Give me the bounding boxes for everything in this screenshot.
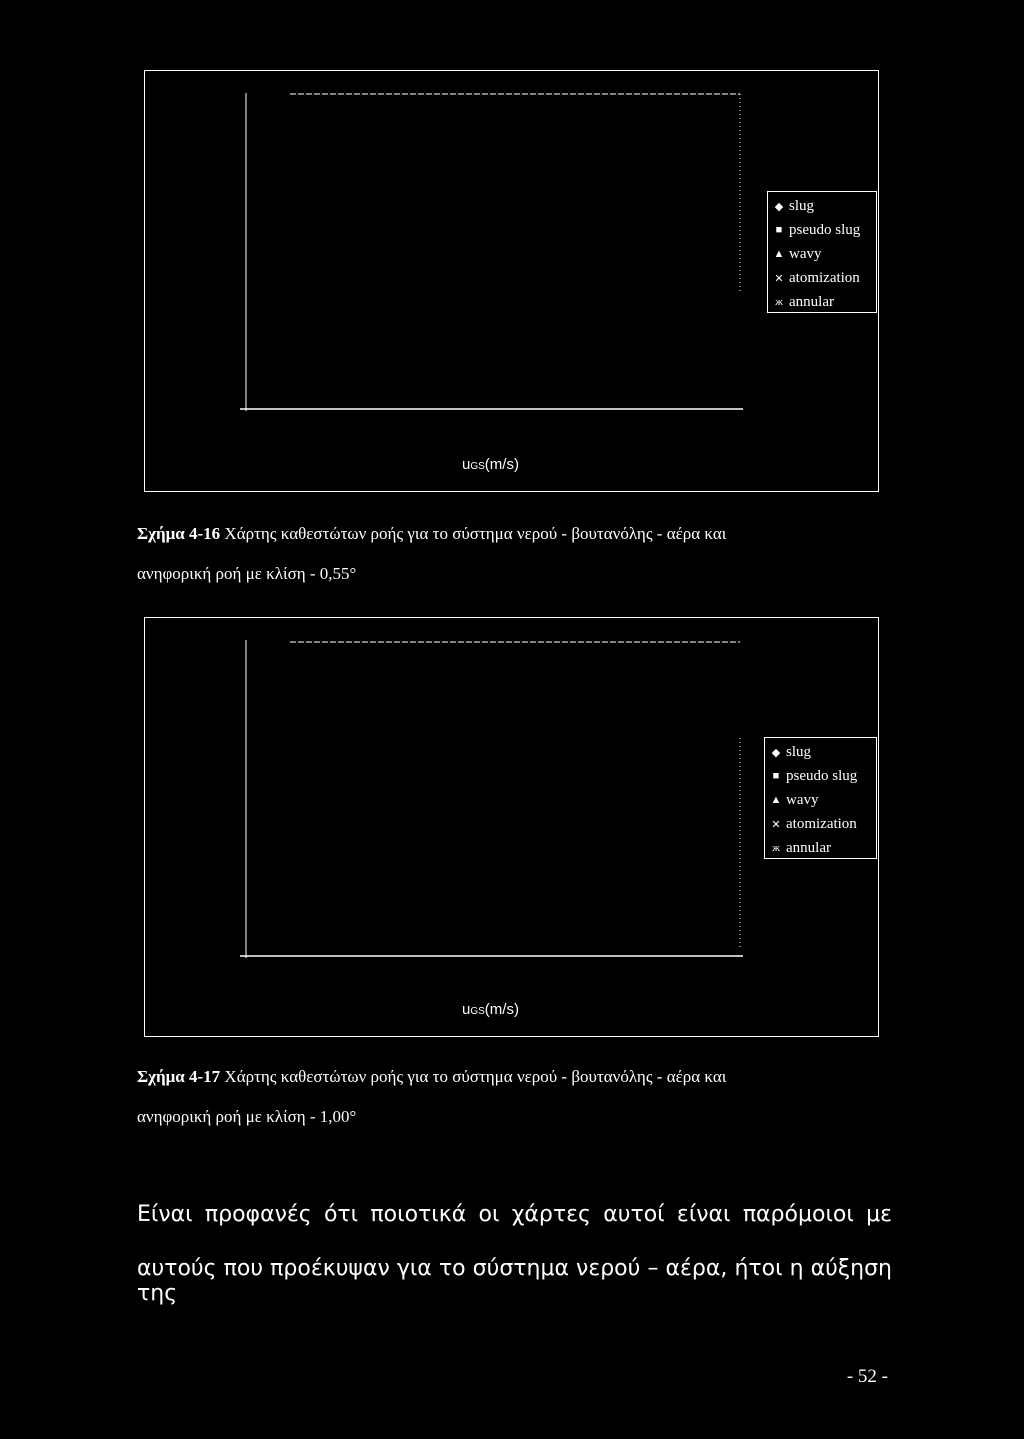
legend-item-slug: ◆ slug bbox=[772, 194, 876, 218]
legend-item-annular: ж annular bbox=[769, 836, 876, 860]
body-paragraph-line2: αυτούς που προέκυψαν για το σύστημα νερού – αέρα, ήτοι η αύξηση της bbox=[137, 1256, 892, 1306]
legend-item-pseudo-slug: ■ pseudo slug bbox=[769, 764, 876, 788]
diamond-icon: ◆ bbox=[774, 200, 784, 213]
square-icon: ■ bbox=[775, 224, 783, 236]
square-icon: ■ bbox=[772, 770, 780, 782]
asterisk-x-icon: ж bbox=[772, 842, 780, 854]
x-icon: ✕ bbox=[771, 818, 781, 831]
figure-4-17 bbox=[144, 617, 879, 1037]
page-number: - 52 - bbox=[846, 1366, 888, 1387]
triangle-icon: ▲ bbox=[770, 794, 782, 806]
legend-item-slug: ◆ slug bbox=[769, 740, 876, 764]
legend bbox=[767, 191, 877, 313]
figure-4-16 bbox=[144, 70, 879, 492]
caption-text: Χάρτης καθεστώτων ροής για το σύστημα νερού - βουτανόλης - αέρα και bbox=[224, 1067, 727, 1086]
caption-text-line2: ανηφορική ροή με κλίση - 1,00° bbox=[137, 1107, 357, 1126]
legend bbox=[764, 737, 877, 859]
caption-label: Σχήμα 4-17 bbox=[137, 1067, 221, 1086]
diamond-icon: ◆ bbox=[771, 746, 781, 759]
legend-item-wavy: ▲ wavy bbox=[773, 245, 822, 262]
legend-item-annular: ж annular bbox=[772, 290, 876, 314]
caption-label: Σχήμα 4-16 bbox=[137, 524, 221, 543]
figure-caption bbox=[137, 1057, 897, 1137]
legend-item-atomization: ✕ atomization bbox=[769, 812, 876, 836]
x-axis-label: uGS(m/s) bbox=[462, 1001, 519, 1018]
caption-text: Χάρτης καθεστώτων ροής για το σύστημα νερού - βουτανόλης - αέρα και bbox=[224, 524, 727, 543]
x-axis-label: uGS(m/s) bbox=[462, 456, 519, 473]
legend-item-pseudo-slug: ■ pseudo slug bbox=[772, 218, 876, 242]
x-icon: ✕ bbox=[774, 272, 784, 285]
caption-text-line2: ανηφορική ροή με κλίση - 0,55° bbox=[137, 564, 357, 583]
figure-caption bbox=[137, 514, 897, 594]
triangle-icon: ▲ bbox=[773, 248, 785, 260]
legend-item-atomization: ✕ atomization bbox=[772, 266, 876, 290]
asterisk-x-icon: ж bbox=[775, 296, 783, 308]
legend-item-wavy: ▲ wavy bbox=[770, 791, 819, 808]
body-paragraph-line1: Είναι προφανές ότι ποιοτικά οι χάρτες αυτοί είναι παρόμοιοι με bbox=[137, 1202, 892, 1227]
